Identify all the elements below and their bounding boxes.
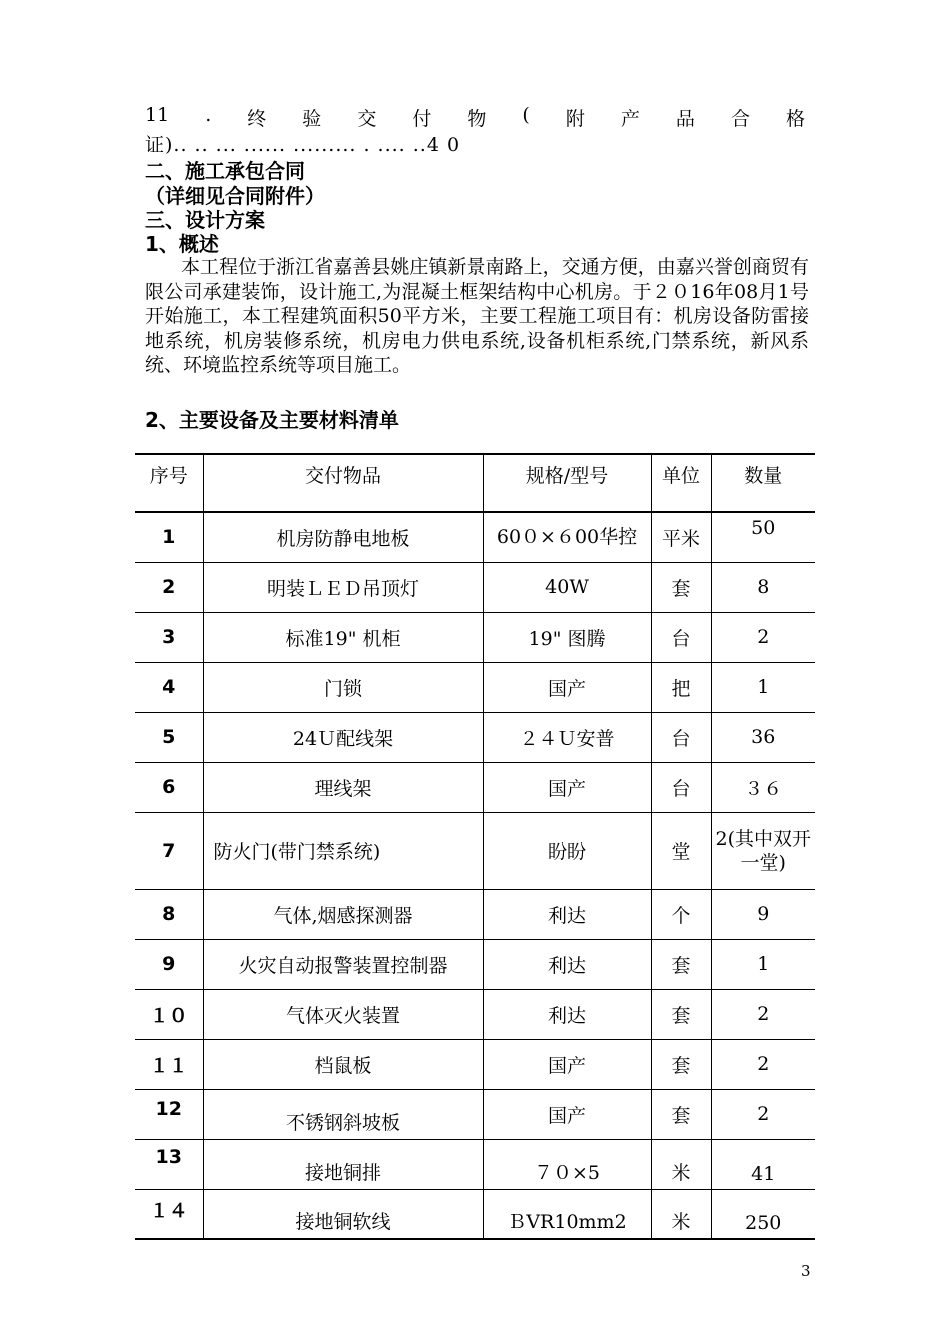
cell-spec: 利达 (483, 889, 651, 939)
cell-spec: ２４Ｕ安普 (483, 712, 651, 762)
table-row (135, 1039, 815, 1089)
cell-qty: 2 (711, 1089, 815, 1139)
cell-unit: 米 (651, 1139, 711, 1189)
cell-unit: 台 (651, 612, 711, 662)
cell-item: 24Ｕ配线架 (203, 712, 483, 762)
cell-qty: 36 (711, 712, 815, 762)
cell-item: 标准19" 机柜 (203, 612, 483, 662)
header-unit: 单位 (651, 454, 711, 512)
cell-no: 9 (135, 939, 203, 989)
cell-qty: 2(其中双开一堂) (711, 812, 815, 889)
cell-no: 12 (135, 1089, 203, 1139)
cell-no: １０ (135, 989, 203, 1039)
cell-spec: 国产 (483, 1089, 651, 1139)
table-row (135, 812, 815, 889)
cell-unit: 套 (651, 989, 711, 1039)
cell-qty: 8 (711, 562, 815, 612)
toc-token: . (205, 104, 212, 126)
contract-note: （详细见合同附件） (145, 184, 325, 208)
toc-token: 品 (675, 108, 695, 130)
table-row (135, 662, 815, 712)
cell-item: 气体,烟感探测器 (203, 889, 483, 939)
toc-token: 产 (620, 108, 640, 130)
cell-qty: 50 (711, 512, 815, 562)
cell-unit: 个 (651, 889, 711, 939)
cell-item: 接地铜软线 (203, 1189, 483, 1239)
cell-unit: 平米 (651, 512, 711, 562)
toc-token: 格 (785, 108, 805, 130)
cell-no: １４ (135, 1189, 203, 1239)
overview-paragraph: 本工程位于浙江省嘉善县姚庄镇新景南路上，交通方便，由嘉兴誉创商贸有限公司承建装饰，设计施工,为混凝土框架结构中心机房。于２０16年08月1号开始施工，本工程建筑面积50平方米，主要工程施工项目有：机房设备防雷接地系统，机房装修系统，机房电力供电系统,设备机柜系统,门禁系统，新风系统、环境监控系统等项目施工。 (145, 256, 809, 376)
table-row (135, 762, 815, 812)
cell-no: 13 (135, 1139, 203, 1189)
cell-spec: 利达 (483, 989, 651, 1039)
cell-item: 不锈钢斜坡板 (203, 1089, 483, 1139)
cell-unit: 套 (651, 1039, 711, 1089)
cell-spec: ＢVR10mm2 (483, 1189, 651, 1239)
cell-item: 门锁 (203, 662, 483, 712)
cell-unit: 套 (651, 562, 711, 612)
toc-token: 11 (145, 104, 170, 126)
table-row (135, 562, 815, 612)
toc-token: 合 (730, 108, 750, 130)
cell-unit: 套 (651, 1089, 711, 1139)
cell-spec: 盼盼 (483, 812, 651, 889)
table-row (135, 989, 815, 1039)
header-spec: 规格/型号 (483, 454, 651, 512)
toc-token: 终 (247, 108, 267, 130)
cell-qty: 9 (711, 889, 815, 939)
cell-no: 7 (135, 812, 203, 889)
toc-entry-line1 (145, 104, 805, 131)
table-row (135, 1139, 815, 1189)
cell-no: 1 (135, 512, 203, 562)
equipment-table (135, 453, 815, 1240)
cell-no: 4 (135, 662, 203, 712)
cell-qty: 41 (711, 1139, 815, 1189)
section-heading-design: 三、设计方案 (145, 208, 265, 232)
cell-no: 2 (135, 562, 203, 612)
cell-item: 气体灭火装置 (203, 989, 483, 1039)
table-row (135, 1089, 815, 1139)
cell-unit: 米 (651, 1189, 711, 1239)
toc-token: 付 (412, 108, 432, 130)
cell-item: 接地铜排 (203, 1139, 483, 1189)
toc-token: 验 (302, 108, 322, 130)
cell-item: 明装ＬＥＤ吊顶灯 (203, 562, 483, 612)
table-row (135, 612, 815, 662)
section-heading-contract: 二、施工承包合同 (145, 159, 305, 183)
table-row (135, 712, 815, 762)
toc-token: 物 (467, 108, 487, 130)
cell-spec: 利达 (483, 939, 651, 989)
cell-unit: 把 (651, 662, 711, 712)
cell-spec: 60０×６00华控 (483, 512, 651, 562)
cell-item: 理线架 (203, 762, 483, 812)
cell-unit: 套 (651, 939, 711, 989)
cell-no: 3 (135, 612, 203, 662)
cell-unit: 台 (651, 712, 711, 762)
cell-spec: 19" 图腾 (483, 612, 651, 662)
cell-no: １１ (135, 1039, 203, 1089)
cell-unit: 堂 (651, 812, 711, 889)
cell-no: 6 (135, 762, 203, 812)
page-number: 3 (801, 1262, 811, 1280)
cell-item: 防火门(带门禁系统) (203, 812, 483, 889)
cell-spec: ７０×5 (483, 1139, 651, 1189)
cell-spec: 国产 (483, 762, 651, 812)
header-no: 序号 (135, 454, 203, 512)
cell-qty: 250 (711, 1189, 815, 1239)
table-header-row (135, 454, 815, 512)
header-item: 交付物品 (203, 454, 483, 512)
table-row (135, 939, 815, 989)
cell-item: 档鼠板 (203, 1039, 483, 1089)
cell-no: 8 (135, 889, 203, 939)
cell-qty: 2 (711, 1039, 815, 1089)
toc-token: 附 (565, 108, 585, 130)
table-row (135, 1189, 815, 1239)
header-qty: 数量 (711, 454, 815, 512)
cell-qty: 2 (711, 612, 815, 662)
cell-item: 火灾自动报警装置控制器 (203, 939, 483, 989)
table-row (135, 512, 815, 562)
cell-spec: 40W (483, 562, 651, 612)
cell-no: 5 (135, 712, 203, 762)
cell-unit: 台 (651, 762, 711, 812)
toc-entry-line2: 证).. .. ... ...... ......... . .... ..4 0 (145, 134, 461, 156)
cell-spec: 国产 (483, 662, 651, 712)
toc-token: 交 (357, 108, 377, 130)
cell-qty: ３６ (711, 762, 815, 812)
cell-qty: 2 (711, 989, 815, 1039)
subheading-equipment-list: 2、主要设备及主要材料清单 (145, 408, 399, 432)
subheading-overview: 1、概述 (145, 232, 219, 256)
cell-spec: 国产 (483, 1039, 651, 1089)
table-row (135, 889, 815, 939)
cell-item: 机房防静电地板 (203, 512, 483, 562)
cell-qty: 1 (711, 662, 815, 712)
toc-token: ( (522, 104, 530, 126)
cell-qty: 1 (711, 939, 815, 989)
